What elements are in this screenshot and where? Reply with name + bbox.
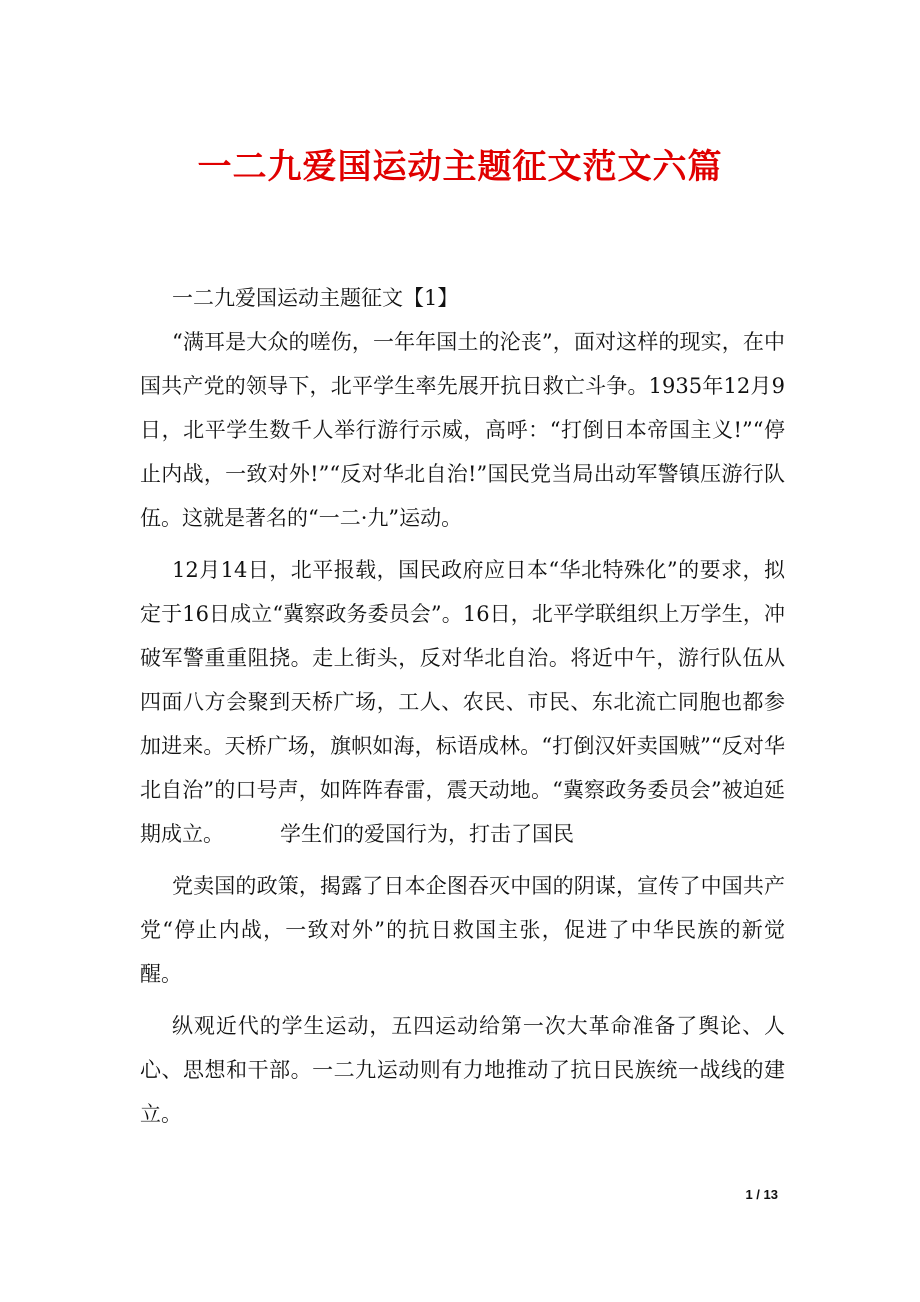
page-number: 1 / 13 <box>745 1187 778 1202</box>
paragraph-1: “满耳是大众的嗟伤，一年年国土的沦丧”，面对这样的现实，在中国共产党的领导下，北平学生率先展开抗日救亡斗争。1935年12月9日，北平学生数千人举行游行示威，高呼：“打倒日本帝国主义!”“停止内战，一致对外!”“反对华北自治!”国民党当局出动军警镇压游行队伍。这就是著名的“一二·九”运动。 <box>140 330 785 530</box>
paragraph-4: 纵观近代的学生运动，五四运动给第一次大革命准备了舆论、人心、思想和干部。一二九运动则有力地推动了抗日民族统一战线的建立。 <box>140 1014 785 1126</box>
section-heading: 一二九爱国运动主题征文【1】 <box>172 286 459 310</box>
paragraph-2-tail: 学生们的爱国行为，打击了国民 <box>280 822 574 846</box>
document-title: 一二九爱国运动主题征文范文六篇 <box>197 147 723 187</box>
paragraph-3: 党卖国的政策，揭露了日本企图吞灭中国的阴谋，宣传了中国共产党“停止内战，一致对外”的抗日救国主张，促进了中华民族的新觉醒。 <box>140 874 785 986</box>
paragraph-2 <box>140 548 785 856</box>
document-body <box>140 276 785 1136</box>
paragraph-2-text: 12月14日，北平报载，国民政府应日本“华北特殊化”的要求，拟定于16日成立“冀察政务委员会”。16日，北平学联组织上万学生，冲破军警重重阻挠。走上街头，反对华北自治。将近中午，游行队伍从四面八方会聚到天桥广场，工人、农民、市民、东北流亡同胞也都参加进来。天桥广场，旗帜如海，标语成林。“打倒汉奸卖国贼”“反对华北自治”的口号声，如阵阵春雷，震天动地。“冀察政务委员会”被迫延期成立。 <box>140 558 785 846</box>
